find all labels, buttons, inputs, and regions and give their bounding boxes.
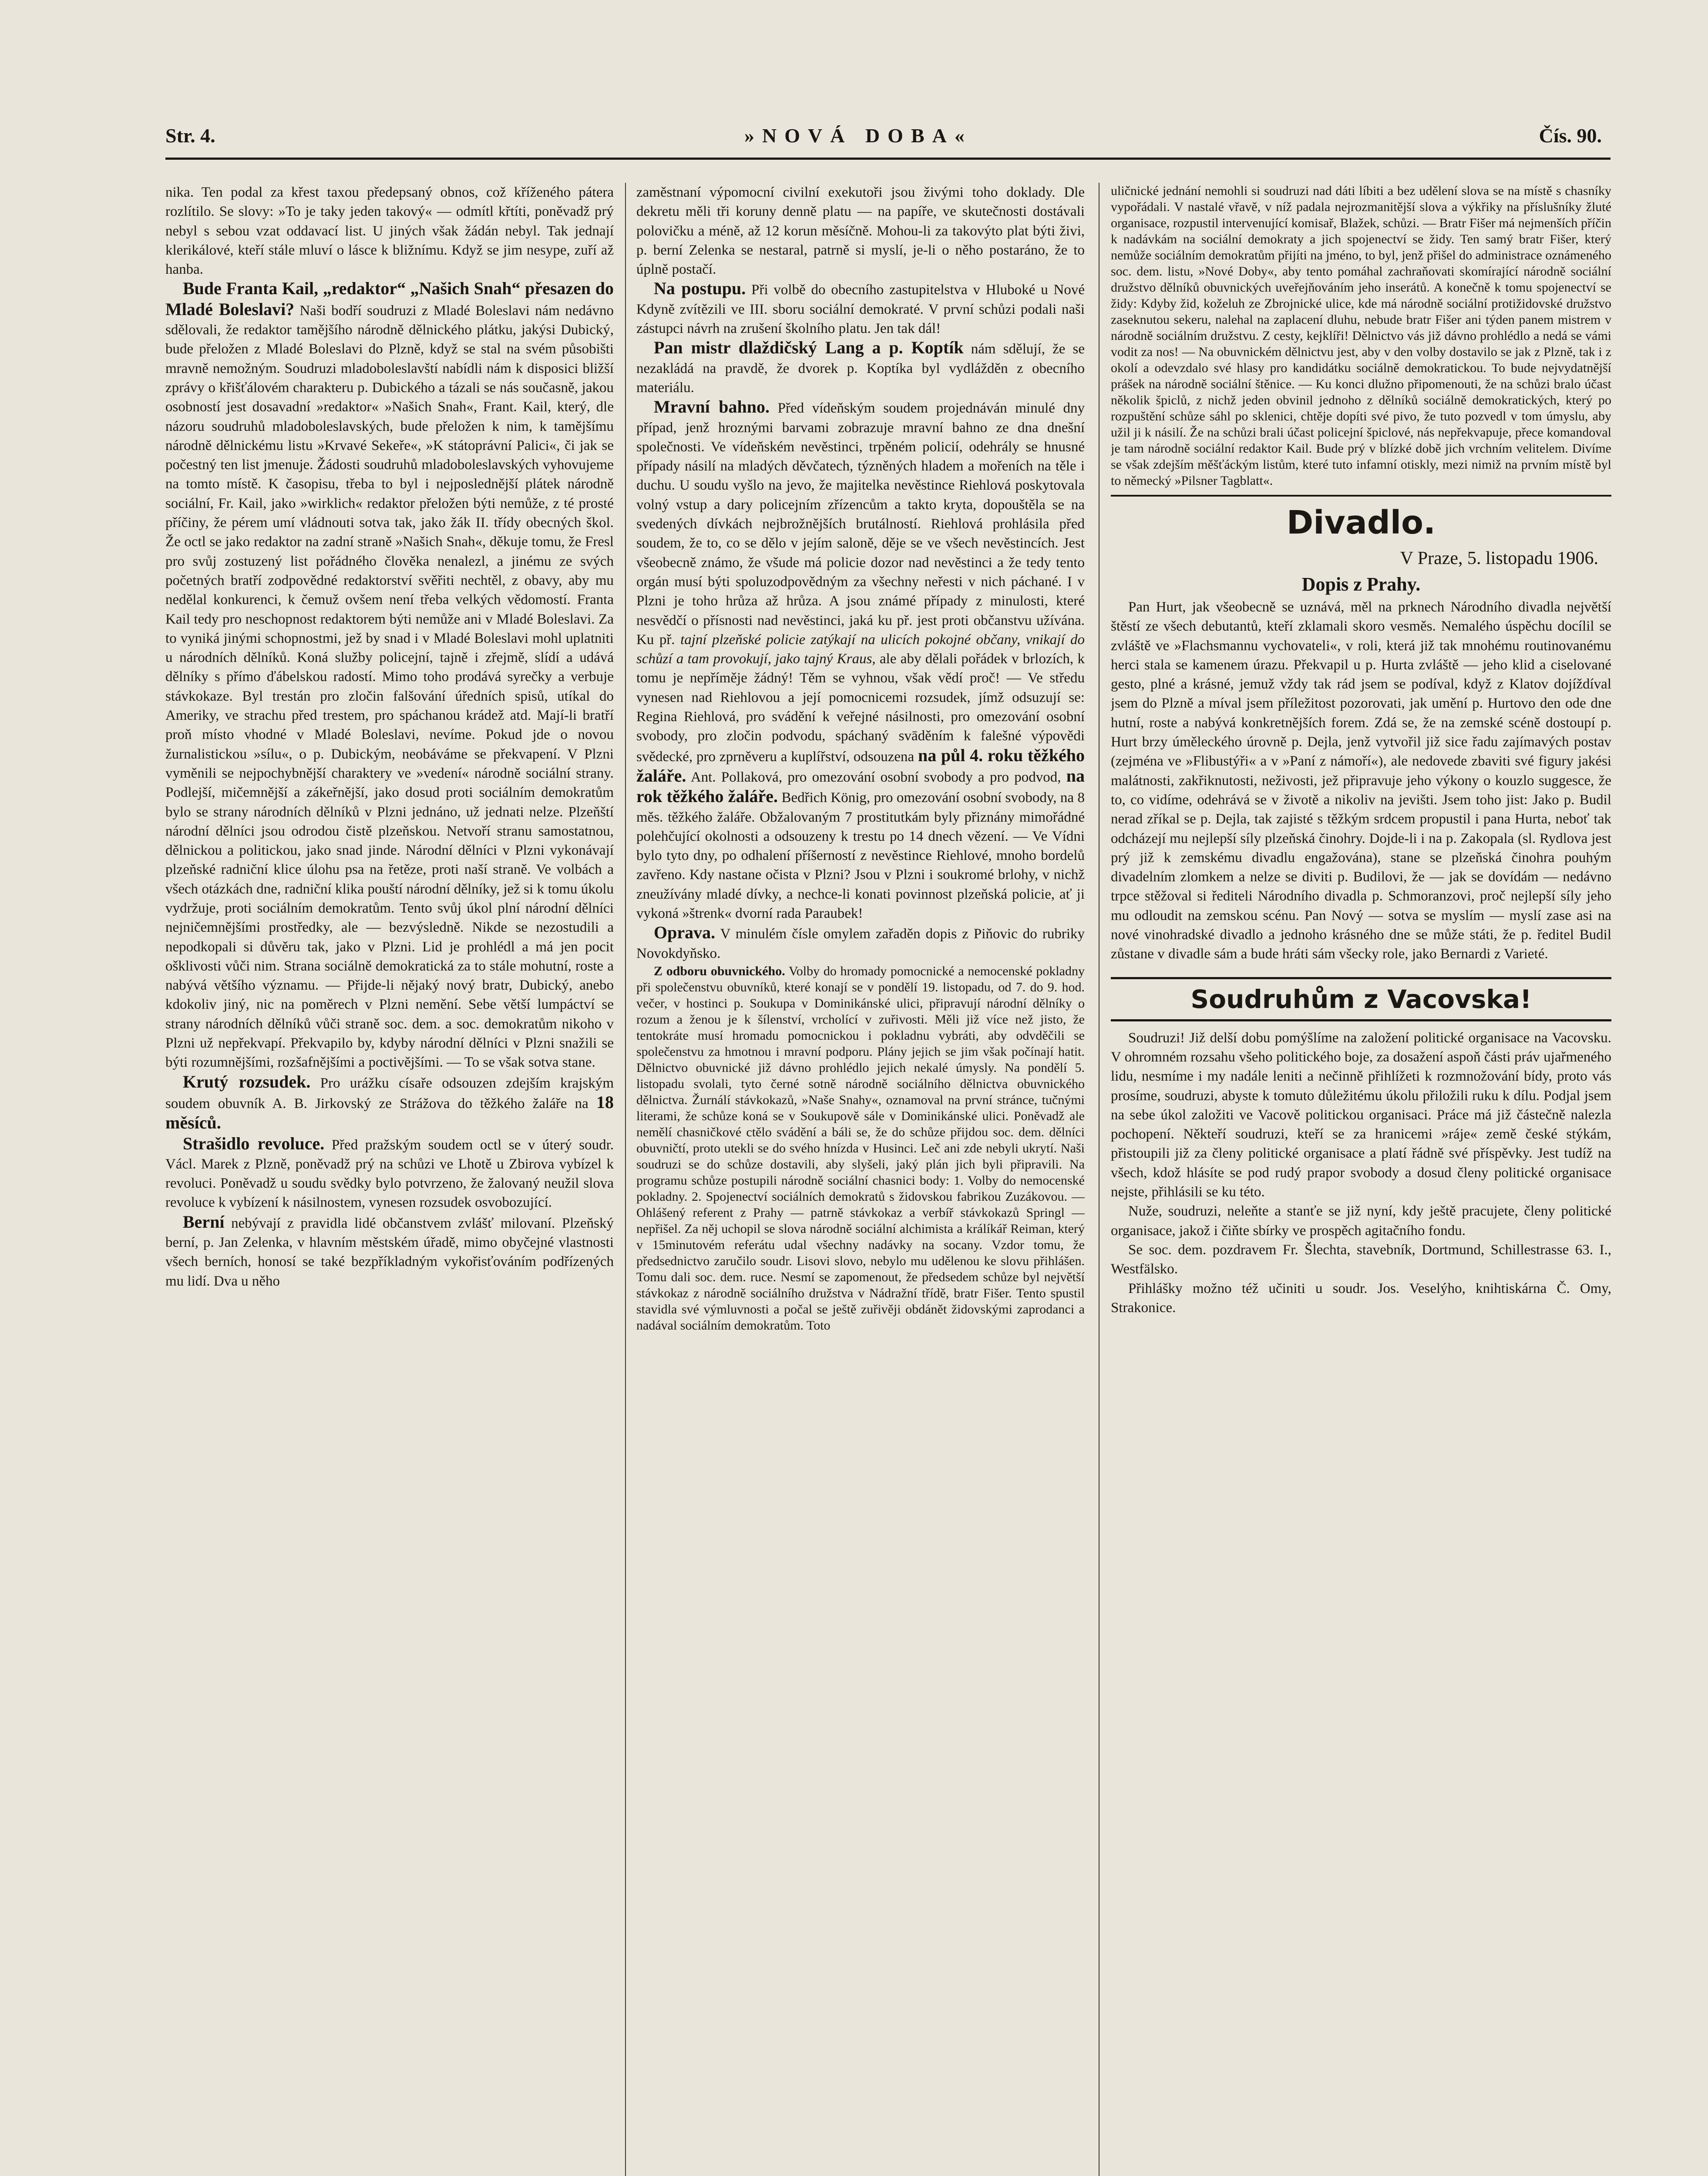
article-paragraph: Přihlášky možno též učiniti u soudr. Jos. Veselýho, knihtiskárna Č. Omy, Strakonice.	[1111, 1280, 1611, 1316]
article-paragraph: uličnické jednání nemohli si soudruzi nad dáti líbiti a bez udělení slova se na místě s chasníky vypořádali. V nastalé vřavě, v níž padala nejrozmanitější slova a výkřiky na příslušníky žluté organisace, rozpustil intervenující komisař, Blažek, schůzi. — Bratr Fišer má nejmenších příčin k nadávkám na sociální demokraty a jich spojenectví se židy. Ten samý bratr Fišer, který nemůže sociálním demokratům přijíti na jméno, to byl, jenž přišel do administrace oznámeného soc. dem. listu, »Nové Doby«, aby tento pomáhal zachraňovati skomírající národně sociální družstvo dělníků obuvnických uveřejňováním jeho inserátů. A konečně k tomu spojenectví se židy: Kdyby žid, koželuh ze Zbrojnické ulice, kde má národně sociální protižidovské družstvo zaseknutou sekeru, nalehal na zaplacení dluhu, nebude bratr Fišer ani týden panem mistrem v národně sociálním družstvu. Z cesty, kejklíři! Dělnictvo vás již dávno prohlédlo a nedá se vámi vodit za nos! — Na obuvnickém dělnictvu jest, aby v den volby dostavilo se jak z Plzně, tak i z okolí a odevzdalo své hlasy pro kandidátku sociálně demokratickou. To bude nejvydatnější prášek na národně sociální štěnice. — Ku konci dlužno připomenouti, že na schůzi bralo účast několik špiclů, z nichž jeden obvinil jednoho z dělníků sociálně demokratických, který po rozpuštění schůze sáhl po sklenici, chtěje dopíti své pivo, že tuto pozvedl v tom úmyslu, aby užil ji k násilí. Že na schůzi brali účast policejní špiclové, nás nepřekvapuje, přece komandoval je tam národně sociální redaktor Kail. Bude prý v blízké době jich vrchním velitelem. Divíme se však zdejším měšťáckým listům, které tuto infamní otiskly, mezi nimiž na prvním místě byl to německý »Pilsner Tagblatt«.	[1111, 184, 1611, 488]
article-paragraph: Se soc. dem. pozdravem Fr. Šlechta, stavebník, Dortmund, Schillestrasse 63. I., Westfälsko.	[1111, 1242, 1611, 1277]
article-text: nebývají z pravidla lidé občanstvem zvlášť milovaní. Plzeňský berní, p. Jan Zelenka, v hlavním městském úřadě, mimo obyčejné vlastnosti všech berních, honosí se také bezpříkladným vykořisťováním podřízených mu lidí. Dva u něho	[165, 1215, 614, 1289]
article-paragraph	[636, 338, 1085, 397]
dateline: V Praze, 5. listopadu 1906.	[1400, 548, 1598, 568]
section-rule	[1111, 495, 1611, 497]
article-paragraph	[165, 1072, 614, 1134]
section-heading-divadlo: Divadlo.	[1286, 504, 1436, 541]
article-heading: Z odboru obuvnického.	[654, 964, 785, 978]
article-text: Při volbě do obecního zastupitelstva v Hluboké u Nové Kdyně zvítězili ve III. sboru sociální demokraté. V první schůzi podali naši zástupci návrh na zrušení školního platu. Jen tak dál!	[636, 282, 1085, 337]
article-paragraph	[165, 279, 614, 1072]
article-paragraph: zaměstnaní výpomocní civilní exekutoři jsou živými toho doklady. Dle dekretu měli tři koruny denně platu — na papíře, ve skutečnosti dostávali polovičku a méně, až 12 korun měsíčně. Mohou-li za takovýto plat býti živi, p. berní Zelenka se nestaral, patrně si myslí, je-li o něho postaráno, že to úplně postačí.	[636, 185, 1085, 278]
article-paragraph: Pan Hurt, jak všeobecně se uznává, měl na prknech Národního divadla největší štěstí ze všech debutantů, kteří zklamali skoro vesměs. Nemalého úspěchu docílil se zvláště ve »Flachsmannu vychovateli«, v roli, která již tak mnohému routinovanému herci stala se kamenem úrazu. Překvapil u p. Hurta zvláště — jeho klid a ciselované gesto, plné a krásné, jemuž vždy tak rád jsem se podíval, když z Klatov dojíždíval jsem do Plzně a míval jsem příležitost pozorovati, jak umění p. Hurtovo den ode dne hutní, roste a nabývá konkretnějších forem. Zdá se, že na zemské scéně dostoupí p. Hurt brzy úměleckého úrovně p. Dejla, jenž vytvořil již sice řadu zajímavých postav (zejména ve »Flibustýři« a v »Paní z námoří«), ale nedovede zbaviti své figury jakési malátnosti, zakřiknutosti, neživosti, jež připravuje jeho výkony o kouzlo suggesce, že to, co vidíme, odehrává se v životě a nikoliv na jevišti. Jsem toho jist: Jako p. Budil nerad zříkal se p. Dejla, tak zajisté s těžkým srdcem propustil i pana Hurta, neboť tak odcházejí mu nejlepší síly plzeňská činohry. Dojde-li i na p. Zakopala (sl. Rydlova jest prý již k zemskému divadlu engažována), stane se plzeňská činohra pouhým divadelním zlomkem a nelze se diviti p. Budilovi, že — jak se dovídám — nedávno trpce stěžoval si řediteli Národního divadla p. Schmoranzovi, proč nejlepší síly jeho mu odloudit na zemskou scénu. Pan Nový — sotva se myslím — myslí zase asi na nové vinohradské divadlo a jednoho krásného dne se může státi, že p. ředitel Budil zůstane v divadle sám a bude hráti sám všecky role, jako Bernardi z Varieté.	[1111, 599, 1611, 962]
sentence-emphasis: na rok těžkého žaláře.	[636, 766, 1085, 806]
article-heading: Krutý rozsudek.	[183, 1071, 311, 1091]
article-text: Volby do hromady pomocnické a nemocenské pokladny při společenstvu obuvníků, které konají se v pondělí 19. listopadu, od 7. do 9. hod. večer, v hostinci p. Soukupa v Dominikánské ulici, připravují národní dělníky o rozum a ženou je k šílenství, vrcholící v zuřivosti. Měli již více než jisto, že tentokráte musí hromadu pomocnickou i pokladnu vybráti, aby odvděčili se společenstvu za hmotnou i mravní podporu. Plány jejich se jim však počínají hatit. Dělnictvo obuvnické již dávno prohlédlo jejich nekalé úmysly. Na pondělí 5. listopadu svolali, tyto černé sotně národně sociálního dělnictva obuvnického dělnictva. Žurnálí stávkokazů, »Naše Snahy«, oznamoval na první stránce, tučnými literami, že schůze koná se v Soukupově sále v Dominikánské ulici. Poněvadž ale nemělí chasničkové ctělo svádění a báli se, že do schůze přijdou soc. dem. dělníci obuvničtí, proto utekli se do svého hnízda v Husinci. Leč ani zde nebyli ukrytí. Naši soudruzi se do schůze dostavili, aby slyšeli, jaký plán jich byli připravili. Na programu schůze postupili národně sociální chasnici body: 1. Volby do nemocenské pokladny. 2. Spojenectví sociálních demokratů s židovskou fabrikou Zuzákovou. — Ohlášený referent z Prahy — patrně stávkokaz a verbíř stávkokazů Springl — nepřišel. Za něj uchopil se slova národně sociální alchimista a králíkář Reiman, který v 15minutovém referátu udal všechny nadávky na socany. Vzdor tomu, že předsednictvo zaručilo soudr. Lisovi slovo, nebylo mu udělenou ke slovu přihlášen. Tomu dali soc. dem. ruce. Nesmí se zapomenout, že předsedem schůze byl největší stávkokaz z národně sociálního družstva v Nádražní třídě, bratr Fišer. Tento spustil stavidla své výmluvnosti a počal se ještě zuřivěji obdánět židovskými zaprodanci a nadával sociálním demokratům. Toto	[636, 964, 1085, 1333]
article-heading: Mravní bahno.	[654, 397, 770, 417]
article-heading: Oprava.	[654, 923, 716, 943]
article-paragraph	[636, 397, 1085, 923]
article-paragraph	[636, 963, 1085, 1333]
article-heading: Strašidlo revoluce.	[183, 1133, 325, 1153]
article-paragraph: Nuže, soudruzi, neleňte a stanťe se již nyní, kdy ještě pracujete, členy politické organisace, jakož i čiňte sbírky ve prospěch agitačního fondu.	[1111, 1203, 1611, 1239]
article-paragraph	[636, 923, 1085, 963]
article-paragraph: Soudruzi! Již delší dobu pomýšlíme na založení politické organisace na Vacovsku. V ohromném rozsahu všeho politického boje, za dosažení aspoň části práv ujařmeného lidu, nesmíme i my nadále leniti a nečinně přihlížeti k rozmnožování bídy, proto vás prosíme, soudruzi, abyste k tomuto důležitému úkolu přiložili ruku k dílu. Podjal jsem na sebe úkol založiti ve Vacově politickou organisaci. Práce má již částečně nalezla pochopení. Někteří soudruzi, kteří se za hranicemi »ráje« země české stýkám, přistoupili již za členy politické organisace a platí řádně své příspěvky. Jest tudíž na všech, kdož hlásíte se pod rudý prapor svobody a dosud členy politické organisace nejste, přihlásili se ku této.	[1111, 1030, 1611, 1200]
article-paragraph	[165, 1212, 614, 1291]
italic-passage: tajní plzeňské policie zatýkají na ulicích pokojné občany, vnikají do schůzí a tam provokují, jako tajný Kraus,	[636, 631, 1085, 667]
article-text: V minulém čísle omylem zařaděn dopis z Piňovic do rubriky Novokdyňsko.	[636, 926, 1085, 961]
article-text: Bedřich König, pro omezování osobní svobody, na 8 měs. těžkého žaláře. Obžalovaným 7 prostitutkám byly přiznány mimořádné polehčující okolnosti a odsouzeny k trestu po 14 dnech vězení. — Ve Vídni bylo tyto dny, po odhalení příšerností z nevěstince Riehlové, mnoho bordelů zavřeno. Kdy nastane očista v Plzni? Jsou v Plzni i soukromé brlohy, v nichž zneužívány mladé dívky, a nechce-li konati povinnost plzeňská policie, ať ji vykoná »štrenk« dvorní rada Paraubek!	[636, 790, 1085, 921]
column-3	[1111, 183, 1611, 2176]
article-subheading: Dopis z Prahy.	[1301, 574, 1421, 595]
article-heading: Berní	[183, 1212, 225, 1232]
article-text: Pro urážku císaře odsouzen zdejším krajským soudem obuvník A. B. Jirkovský ze Strážova do těžkého žaláře na	[165, 1075, 614, 1112]
article-paragraph	[165, 1134, 614, 1212]
article-heading: Pan mistr dlaždičský Lang a p. Koptík	[654, 338, 964, 358]
article-heading: Na postupu.	[654, 279, 746, 299]
page-header	[165, 124, 1602, 150]
article-text: Před vídeňským soudem projednáván minulé dny případ, jenž hroznými barvami zobrazuje mravní bahno ze dna dnešní společnosti. Ve vídeňském nevěstinci, trpěném policií, odehrály se hnusné případy násilí na mladých děvčatech, týzněných hladem a mořeních na těle i duchu. U soudu vyšlo na jevo, že majitelka nevěstince Riehlová poskytovala volný vstup a dary policejním zřízencům a takto kryta, dopouštěla se na svedených dívkách nejbrožnějších brutálností. Riehlová prohlásila před soudem, že to, co se dělo v jejím saloně, děje se ve všech nevěstincích. Jest všeobecně známo, že všude má policie dozor nad nevěstinci a že tedy tento orgán musí býti spoluzodpovědným za všechny neřesti v nich páchané. I v Plzni je toho hrůza až hrůza. A jsou známé případy z minulosti, které nesvědčí o přísnosti nad nevěstinci, jaká ku př. jest proti občanstvu užívána. Ku př.	[636, 400, 1085, 648]
column-separator	[625, 183, 626, 2176]
article-text: Před pražským soudem octl se v úterý soudr. Václ. Marek z Plzně, poněvadž prý na schůzi ve Lhotě u Zbirova vybízel k revoluci. Poněvadž u soudu svědky bylo potvrzeno, že žalovaný neužil slova revoluce k vybízení k násilnostem, vynesen rozsudek osvobozující.	[165, 1137, 614, 1211]
article-heading: Bude Franta Kail, „redaktor“ „Našich Snah“ přesazen do Mladé Boleslavi?	[165, 279, 614, 319]
article-text: Ant. Pollaková, pro omezování osobní svobody a pro podvod,	[686, 769, 1066, 785]
article-paragraph: nika. Ten podal za křest taxou předepsaný obnos, což kříženého pátera rozlítilo. Se slovy: »To je taky jeden takový« — odmítl křtíti, poněvadž prý nebyl s sebou vzat oddavací list. U jiných však žádán nebyl. Tak jednají klerikálové, kteří stále mluví o lásce k bližnímu. Když se jim nesype, zuří až hanba.	[165, 185, 614, 278]
issue-number: Čís. 90.	[1539, 124, 1602, 147]
article-text: nám sdělují, že se nezakládá na pravdě, že dvorek p. Koptíka byl vydlážděn z obecního materiálu.	[636, 341, 1085, 396]
column-2	[636, 183, 1085, 2176]
article-text: ale aby dělali pořádek v brlozích, k tomu je nepříměje žádný! Těm se vyhnou, však vědí proč! — Ve středu vynesen nad Riehlovou a její pomocnicemi rozsudek, jímž odsuzují se: Regina Riehlová, pro svádění k veřejné násilnosti, pro omezování osobní svobody, pro zločin podvodu, spáchaný svāděním k falešné výpovědi svědecké, pro zprněveru a kuplířství, odsouzena	[636, 651, 1085, 765]
header-rule	[165, 158, 1610, 160]
article-paragraph	[636, 279, 1085, 338]
masthead-title: »NOVÁ DOBA«	[744, 124, 972, 147]
article-text: Naši bodří soudruzi z Mladé Boleslavi nám nedávno sdělovali, že redaktor tamějšího národně dělnického plátku, jakýsi Dubický, bude přeložen z Mladé Boleslavi do Plzně, když se stal na svém působišti mravně nemožným. Soudruzi mladoboleslavští nabídli nám k disposici bližší zprávy o křišťálovém charakteru p. Dubického a tázali se nás současně, jakou osobností jest dosavadní »redaktor« »Našich Snah«, Frant. Kail, který, dle názoru soudruhů mladoboleslavských, bude přeložen k nim, k tamějšímu národně dělnickému listu »Krvavé Sekeře«, »K státoprávní Palici«, či jak se počestný ten list jmenuje. Žádosti soudruhů mladoboleslavských vyhovujeme na tomto místě. K časopisu, třeba to byl i nejposlednější plátek národně sociální, Fr. Kail, jako »wirklich« redaktor přeložen býti nemůže, z té prosté příčiny, že pérem umí vládnouti sotva tak, jako žák II. třídy obecných škol. Že octl se jako redaktor na zadní straně »Našich Snah«, děkuje tomu, že Fresl pro svůj zostuzený list pořádného člověka nenalezl, a jinému ze svých početných bratří zodpovědné redaktorství svěřiti nechtěl, z obavy, aby mu nedělal konkurenci, k čemuž ovšem není třeba velkých vědomostí. Franta Kail tedy pro neschopnost redaktorem býti nemůže ani v Mladé Boleslavi. Za to vyniká jinými schopnostmi, jež by snad i v Mladé Boleslavi mohl uplatniti u národních dělníků. Koná služby policejní, tajně i zřejmě, slídí a udává dělníky s přímo ďábelskou radostí. Mimo toho prodává syrečky a verbuje stávkokaze. Byl trestán pro zločin falšování úředních spisů, utíkal do Ameriky, ve strachu před trestem, pro spáchanou krádež atd. Mají-li bratří proň místo vhodné v Mladé Boleslavi, nevíme. Pokud jde o novou žurnalistickou »sílu«, o p. Dubickým, neobáváme se překvapení. V Plzni vyměnili se nejpochybnější charaktery ve »vedení« národně sociální strany. Podlejší, mičemnější a zákeřnější, jako dosud proti sociálním demokratům bylo se strany národních dělníků v Plzni jednáno, už jednati nelze. Plzeňští národní dělníci jsou odrodou čistě plzeňskou. Netvoří stranu samostatnou, dělnickou a politickou, jako snad jinde. Národní dělníci v Plzni vykonávají plzeňské radniční klice úlohu psa na řetěze, proti naší straně. Ve volbách a všech otázkách dne, radniční klika pouští národní dělníky, jež si k tomu úkolu vydržuje, proti sociálním demokratům. Tento svůj úkol plní národní dělníci nejničemnějšími prostředky, ale — bezvýsledně. Nikde se nezostudili a nepodkopali si důvěru tak, jako v Plzni. Lid je prohlédl a má jen pocit ošklivosti vůči nim. Strana sociálně demokratická za to stále mohutní, roste a nabývá většího významu. — Přijde-li nějaký nový bratr, Dubický, anebo kdokoliv jiný, nic na poměrech v Plzni nemění. Sebe větší lumpáctví se strany národních dělníků vůči straně soc. dem. a soc. demokratům nikoho v Plzni už nepřekvapí. Překvapilo by, kdyby národní dělníci v Plzni snažili se býti rozumnějšími, rozšafnějšími a poctivějšími. — To se však sotva stane.	[165, 302, 614, 1071]
column-1	[165, 183, 614, 2176]
page-number: Str. 4.	[165, 124, 215, 147]
sentence-emphasis: na půl 4. roku těžkého žaláře.	[636, 745, 1085, 786]
section-heading-vacovsko: Soudruhům z Vacovska!	[1111, 977, 1611, 1021]
sentence-emphasis: 18 měsíců.	[165, 1092, 614, 1133]
